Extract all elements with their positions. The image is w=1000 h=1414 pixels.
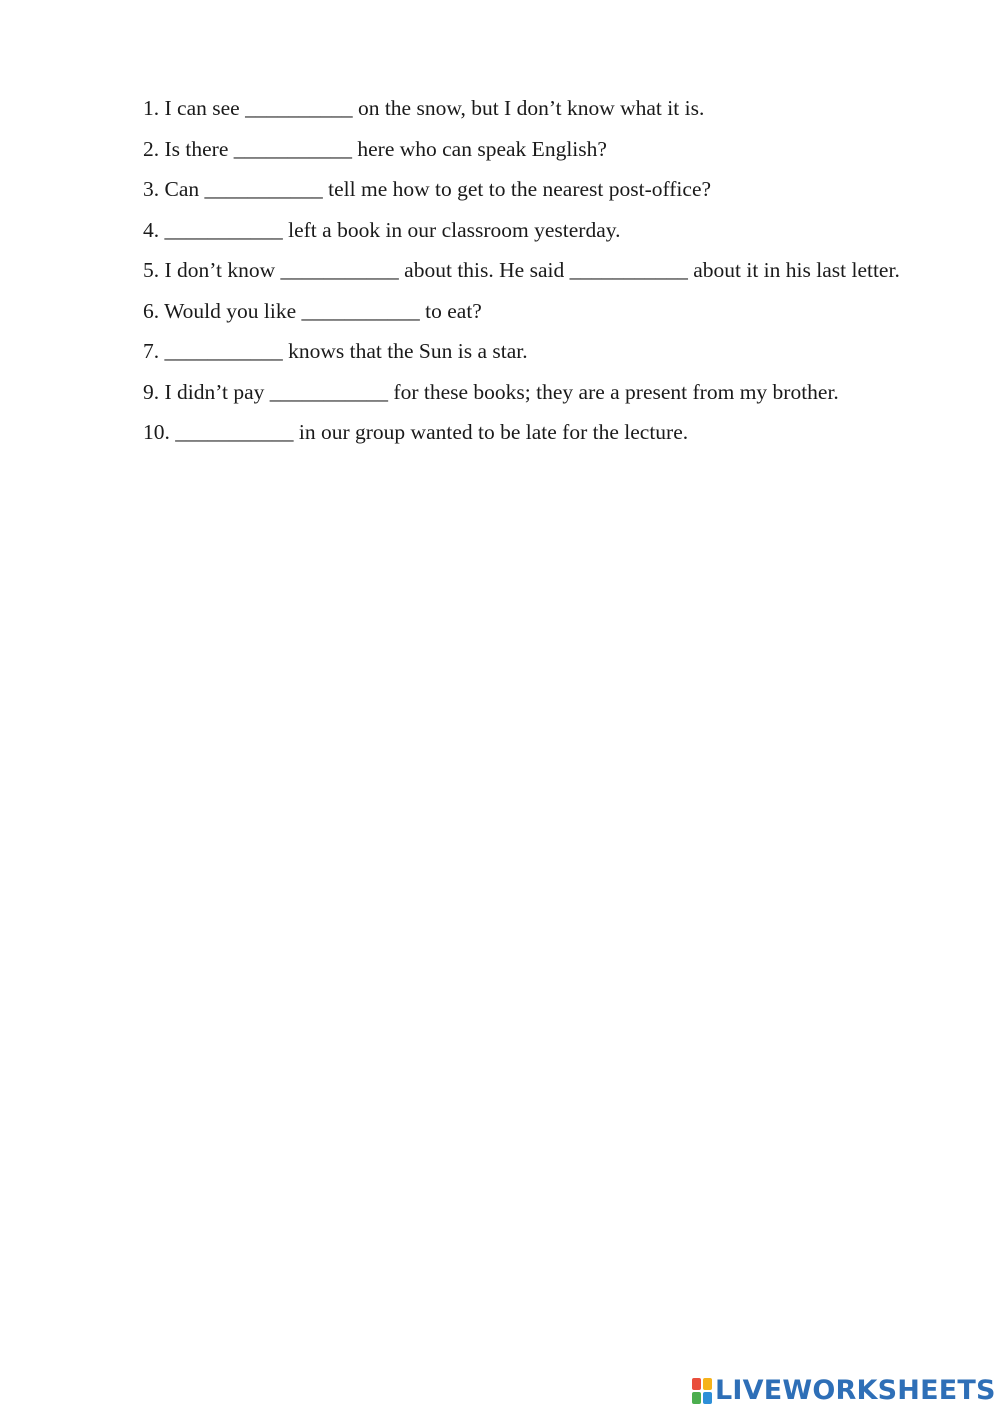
exercise-line-2: 2. Is there ___________ here who can speak English? [143, 136, 607, 161]
exercise-line-6: 6. Would you like ___________ to eat? [143, 298, 482, 323]
logo-mark-square-1 [692, 1378, 701, 1390]
logo-mark-square-4 [703, 1392, 712, 1404]
logo-mark-square-2 [703, 1378, 712, 1390]
exercise-line-3: 3. Can ___________ tell me how to get to the nearest post-office? [143, 177, 712, 201]
liveworksheets-logo [692, 1374, 996, 1408]
exercise-line-1: 1. I can see __________ on the snow, but I don’t know what it is. [143, 96, 705, 120]
exercise-line-7: 7. ___________ knows that the Sun is a star. [143, 339, 528, 363]
exercise-line-5: 5. I don’t know ___________ about this. He said ___________ about it in his last letter. [143, 258, 900, 282]
logo-mark-square-3 [692, 1392, 701, 1404]
exercise-line-10: 10. ___________ in our group wanted to be late for the lecture. [143, 420, 689, 444]
logo-text: LIVEWORKSHEETS [715, 1375, 996, 1406]
exercise-line-4: 4. ___________ left a book in our classroom yesterday. [143, 217, 621, 242]
exercise-line-9: 9. I didn’t pay ___________ for these books; they are a present from my brother. [143, 379, 839, 404]
exercise-text [143, 88, 933, 453]
logo-mark-icon [692, 1378, 712, 1404]
